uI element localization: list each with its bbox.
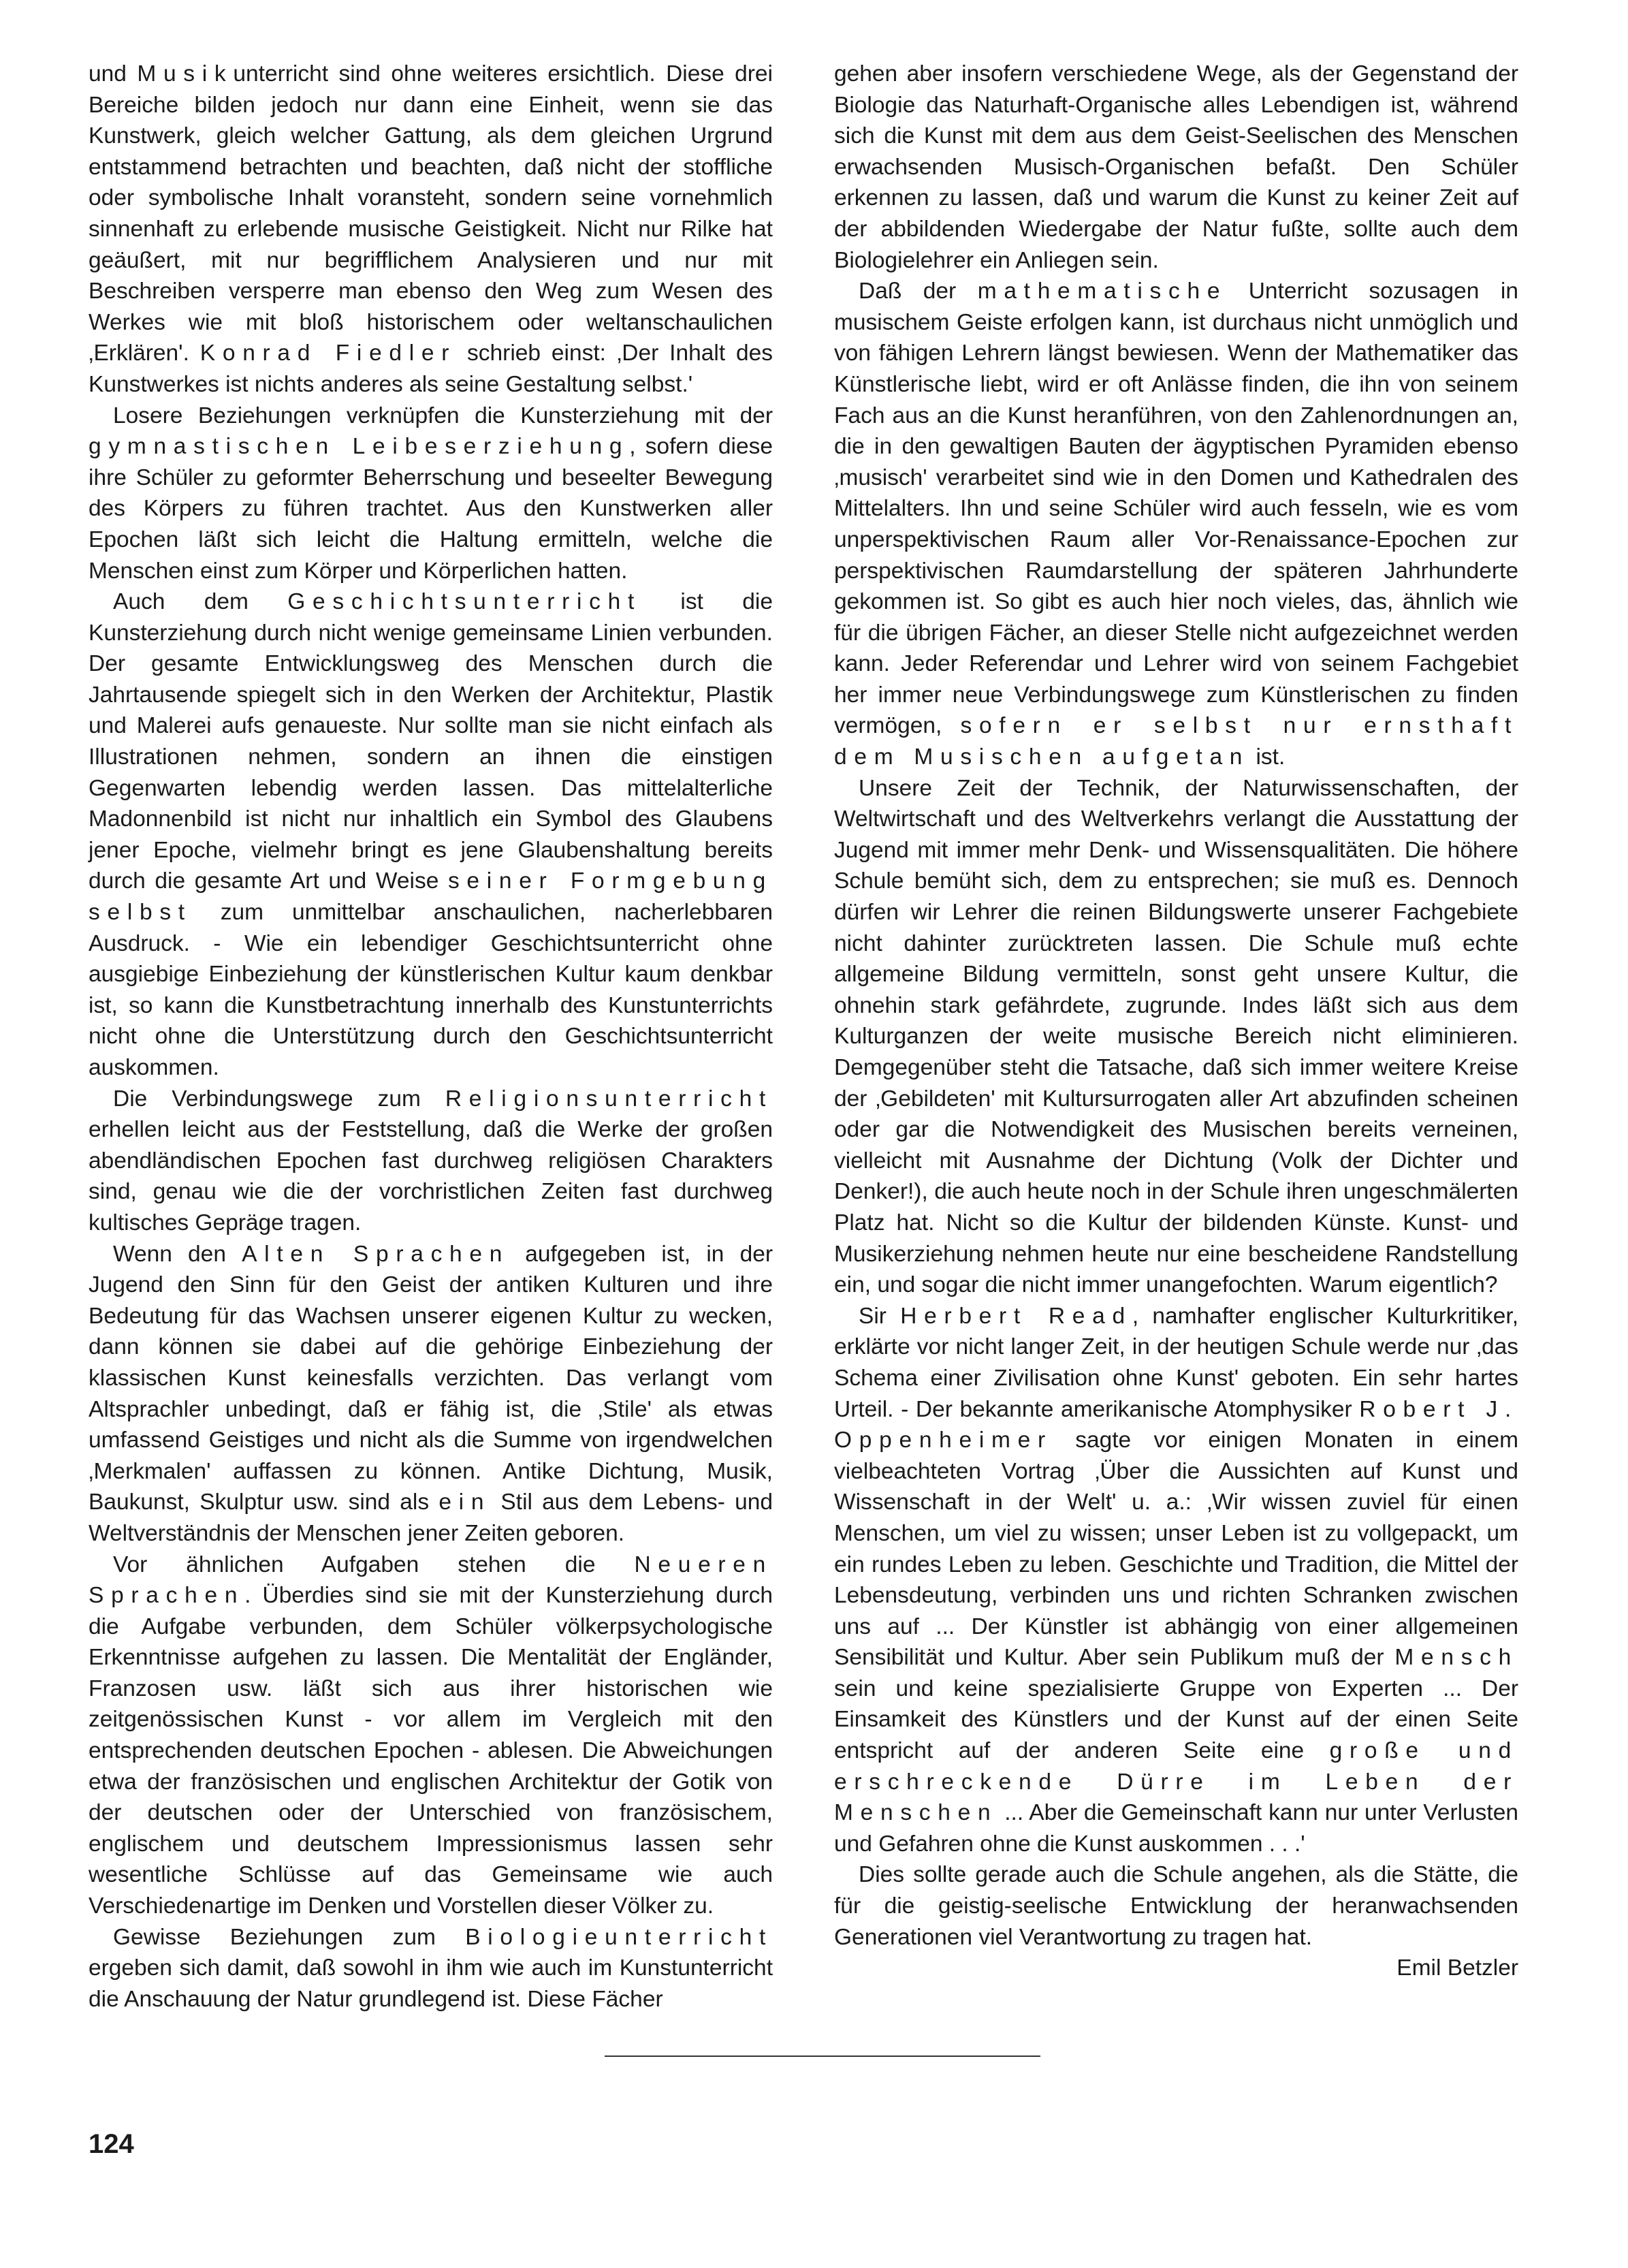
spaced-emphasis: Musik	[137, 61, 234, 86]
spaced-emphasis: Geschichtsunterricht	[287, 589, 642, 615]
paragraph: Auch dem Geschichtsunterricht ist die Kunsterziehung durch nicht wenige gemeinsame Linien verbunden. Der gesamte Entwicklungsweg des Menschen durch die Jahrtausende spiegelt sich in den Werken der Architektur, Plastik und Malerei aufs genaueste. Nur sollte man sie nicht einfach als Illustrationen nehmen, sondern an ihnen die einstigen Gegenwarten lebendig werden lassen. Das mittelalterliche Madonnenbild ist nicht nur inhaltlich ein Symbol des Glaubens jener Epoche, vielmehr bringt es jene Glaubenshaltung bereits durch die gesamte Art und Weise seiner Formgebung selbst zum unmittelbar anschaulichen, nacherlebbaren Ausdruck. - Wie ein lebendiger Geschichtsunterricht ohne ausgiebige Einbeziehung der künstlerischen Kultur kaum denkbar ist, so kann die Kunstbetrachtung innerhalb des Kunstunterrichts nicht ohne die Unterstützung durch den Geschichtsunterricht auskommen.	[89, 589, 773, 1080]
paragraph: Sir Herbert Read, namhafter englischer Kulturkritiker, erklärte vor nicht langer Zeit, in der heutigen Schule werde nur ‚das Schema einer Zivilisation ohne Kunst' geboten. Ein sehr hartes Urteil. - Der bekannte amerikanische Atomphysiker Robert J. Oppenheimer sagte vor einigen Monaten in einem vielbeachteten Vortrag ‚Über die Aussichten auf Kunst und Wissenschaft in der Welt' u. a.: ‚Wir wissen zuviel für einen Menschen, um viel zu wissen; unser Leben ist zu vollgepackt, um ein rundes Leben zu leben. Geschichte und Tradition, die Mittel der Lebensdeutung, verbinden uns und richten Schranken zwischen uns auf ... Der Künstler ist abhängig von einer allgemeinen Sensibilität und Kultur. Aber sein Publikum muß der Mensch sein und keine spezialisierte Gruppe von Experten ... Der Einsamkeit des Künstlers und der Kunst auf der einen Seite entspricht auf der anderen Seite eine große und erschreckende Dürre im Leben der Menschen ... Aber die Gemeinschaft kann nur unter Verlusten und Gefahren ohne die Kunst auskommen . . .'	[834, 1303, 1518, 1857]
paragraph: Vor ähnlichen Aufgaben stehen die Neueren Sprachen. Überdies sind sie mit der Kunsterziehung durch die Aufgabe verbunden, dem Schüler völkerpsychologische Erkenntnisse aufgehen zu lassen. Die Mentalität der Engländer, Franzosen usw. läßt sich aus ihrer historischen wie zeitgenössischen Kunst - vor allem im Vergleich mit den entsprechenden deutschen Epochen - ablesen. Die Abweichungen etwa der französischen und englischen Architektur der Gotik von der deutschen oder der Unterschied von französischem, englischem und deutschem Impressionismus lassen sehr wesentliche Schlüsse auf das Gemeinsame wie auch Verschiedenartige im Denken und Vorstellen dieser Völker zu.	[89, 1552, 773, 1919]
paragraph: und Musikunterricht sind ohne weiteres ersichtlich. Diese drei Bereiche bilden jedoch nur dann eine Einheit, wenn sie das Kunstwerk, gleich welcher Gattung, als dem gleichen Urgrund entstammend betrachten und beachten, daß nicht der stoffliche oder symbolische Inhalt voransteht, sondern seine vornehmlich sinnenhaft zu erlebende musische Geistigkeit. Nicht nur Rilke hat geäußert, mit nur begrifflichem Analysieren und nur mit Beschreiben versperre man ebenso den Weg zum Wesen des Werkes wie mit bloß historischem oder weltanschaulichen ‚Erklären'. Konrad Fiedler schrieb einst: ‚Der Inhalt des Kunstwerkes ist nichts anderes als seine Gestaltung selbst.'	[89, 61, 773, 397]
spaced-emphasis: sofern er selbst nur ernsthaft dem Musischen aufgetan	[834, 713, 1518, 770]
right-column	[834, 59, 1518, 1984]
author-signature: Emil Betzler	[1396, 1955, 1518, 1981]
spaced-emphasis: Robert J. Oppenheimer	[834, 1396, 1518, 1453]
spaced-emphasis: Herbert Read	[900, 1303, 1132, 1329]
spaced-emphasis: Alten Sprachen	[242, 1241, 510, 1267]
spaced-emphasis: ein	[438, 1490, 492, 1515]
footer-divider	[605, 2056, 1040, 2057]
spaced-emphasis: große und erschreckende Dürre im Leben der Menschen	[834, 1738, 1518, 1826]
spaced-emphasis: Biologieunterricht	[465, 1924, 773, 1950]
paragraph: Daß der mathematische Unterricht sozusagen in musischem Geiste erfolgen kann, ist durchaus nicht unmöglich und von fähigen Lehrern längst bewiesen. Wenn der Mathematiker das Künstlerische liebt, wird er oft Anlässe finden, die ihn von seinem Fach aus an die Kunst heranführen, von den Zahlenordnungen an, die in den gewaltigen Bauten der ägyptischen Pyramiden ebenso ‚musisch' verarbeitet sind wie in den Domen und Kathedralen des Mittelalters. Ihn und seine Schüler wird auch fesseln, wie es vom unperspektivischen Raum aller Vor-Renaissance-Epochen zur perspektivischen Raumdarstellung der späteren Jahrhunderte gekommen ist. So gibt es auch hier noch vieles, das, ähnlich wie für die übrigen Fächer, an dieser Stelle nicht aufgezeichnet werden kann. Jeder Referendar und Lehrer wird von seinem Fachgebiet her immer neue Verbindungswege zum Künstlerischen zu finden vermögen, sofern er selbst nur ernsthaft dem Musischen aufgetan ist.	[834, 279, 1518, 770]
spaced-emphasis: seiner Formgebung selbst	[89, 868, 773, 926]
spaced-emphasis: Mensch	[1394, 1645, 1518, 1671]
paragraph: Die Verbindungswege zum Religionsunterricht erhellen leicht aus der Feststellung, daß die Werke der großen abendländischen Epochen fast durchweg religiösen Charakters sind, genau wie die der vorchristlichen Zeiten fast durchweg kultisches Gepräge tragen.	[89, 1086, 773, 1235]
page-number: 124	[89, 2129, 134, 2159]
paragraph: Unsere Zeit der Technik, der Naturwissenschaften, der Weltwirtschaft und des Weltverkehrs verlangt die Ausstattung der Jugend mit immer mehr Denk- und Wissensqualitäten. Die höhere Schule bemüht sich, dem zu entsprechen; sie muß es. Dennoch dürfen wir Lehrer die reinen Bildungswerte unserer Fachgebiete nicht dahinter zurücktreten lassen. Die Schule muß echte allgemeine Bildung vermitteln, sonst geht unsere Kultur, die ohnehin stark gefährdete, zugrunde. Indes läßt sich aus dem Kulturganzen der weite musische Bereich nicht eliminieren. Demgegenüber steht die Tatsache, daß sich immer weitere Kreise der ‚Gebildeten' mit Kultursurrogaten aller Art abzufinden scheinen oder gar die Notwendigkeit des Musischen bereits verneinen, vielleicht mit Ausnahme der Dichtung (Volk der Dichter und Denker!), die auch heute noch in der Schule ihren ungeschmälerten Platz hat. Nicht so die Kultur der bildenden Künste. Kunst- und Musikerziehung nehmen heute nur eine bescheidene Randstellung ein, und sogar die nicht immer unangefochten. Warum eigentlich?	[834, 775, 1518, 1298]
left-column	[89, 59, 773, 2015]
paragraph: Dies sollte gerade auch die Schule angehen, als die Stätte, die für die geistig-seelische Entwicklung der heranwachsenden Generationen viel Verantwortung zu tragen hat.	[834, 1862, 1518, 1950]
spaced-emphasis: mathematische	[977, 279, 1228, 304]
paragraph: Wenn den Alten Sprachen aufgegeben ist, in der Jugend den Sinn für den Geist der antiken Kulturen und ihre Bedeutung für das Wachsen unserer eigenen Kultur zu wecken, dann können sie dabei auf die gehörige Einbeziehung der klassischen Kunst keinesfalls verzichten. Das verlangt vom Altsprachler unbedingt, daß er fähig ist, die ‚Stile' als etwas umfassend Geistiges und nicht als die Summe von irgendwelchen ‚Merkmalen' auffassen zu können. Antike Dichtung, Musik, Baukunst, Skulptur usw. sind als ein Stil aus dem Lebens- und Weltverständnis der Menschen jener Zeiten geboren.	[89, 1241, 773, 1546]
paragraph: Gewisse Beziehungen zum Biologieunterricht ergeben sich damit, daß sowohl in ihm wie auch im Kunstunterricht die Anschauung der Natur grundlegend ist. Diese Fächer	[89, 1924, 773, 2012]
paragraph: Losere Beziehungen verknüpfen die Kunsterziehung mit der gymnastischen Leibeserziehung, sofern diese ihre Schüler zu geformter Beherrschung und beseelter Bewegung des Körpers zu führen trachtet. Aus den Kunstwerken aller Epochen läßt sich leicht die Haltung ermitteln, welche die Menschen einst zum Körper und Körperlichen hatten.	[89, 403, 773, 584]
spaced-emphasis: gymnastischen Leibeserziehung	[89, 434, 630, 460]
spaced-emphasis: Religionsunterricht	[445, 1086, 773, 1112]
spaced-emphasis: Konrad Fiedler	[199, 341, 457, 366]
paragraph: gehen aber insofern verschiedene Wege, als der Gegenstand der Biologie das Naturhaft-Organische alles Lebendigen ist, während sich die Kunst mit dem aus dem Geist-Seelischen des Menschen erwachsenden Musisch-Organischen befaßt. Den Schüler erkennen zu lassen, daß und warum die Kunst zu keiner Zeit auf der abbildenden Wiedergabe der Natur fußte, sollte auch dem Biologielehrer ein Anliegen sein.	[834, 61, 1518, 273]
spaced-emphasis: Neueren Sprachen	[89, 1552, 773, 1609]
